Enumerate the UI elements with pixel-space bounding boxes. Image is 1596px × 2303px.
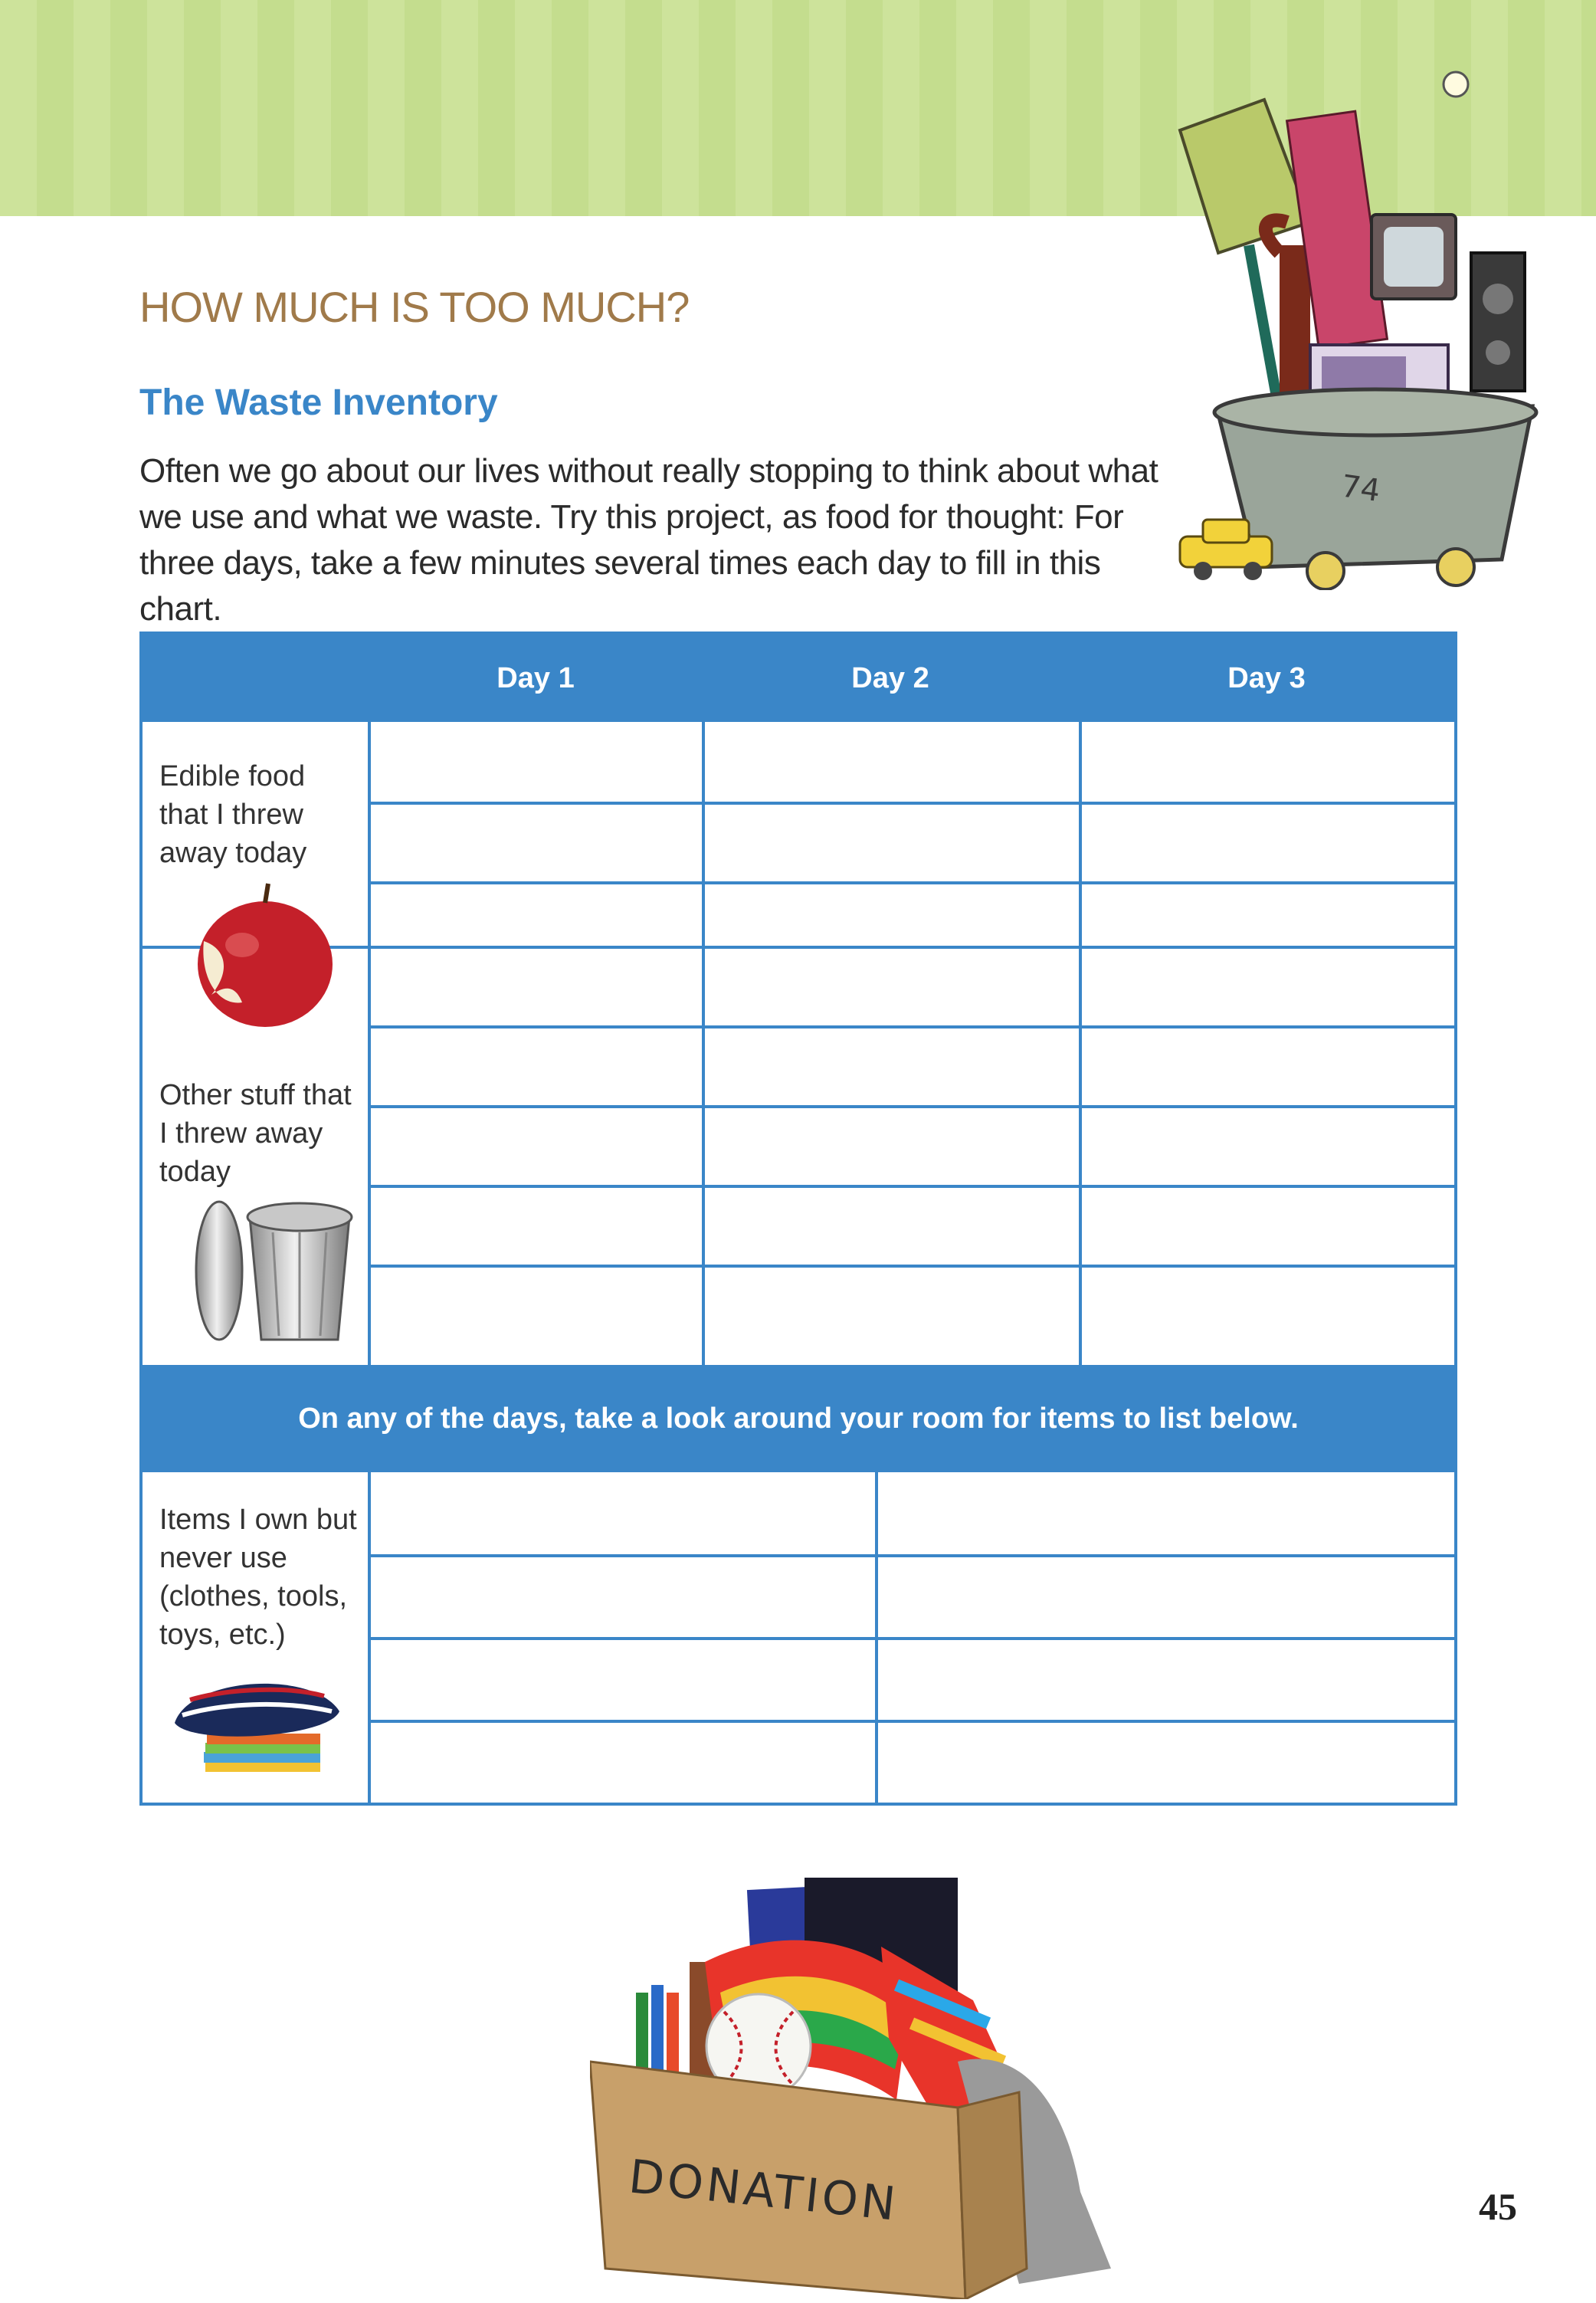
items-entry-cell[interactable] — [371, 1472, 875, 1554]
column-header-day-2: Day 2 — [851, 662, 929, 694]
grid-line — [368, 1105, 1454, 1108]
grid-line — [368, 1720, 1454, 1723]
grid-line — [368, 802, 1454, 805]
day-3-entry-cell[interactable] — [1082, 722, 1454, 802]
column-header-day-3: Day 3 — [1227, 662, 1306, 694]
svg-text:74: 74 — [1339, 468, 1383, 510]
trash-can-icon — [188, 1186, 365, 1355]
section-title: HOW MUCH IS TOO MUCH? — [139, 283, 690, 331]
apple-icon — [188, 880, 342, 1033]
items-entry-cell[interactable] — [878, 1472, 1454, 1554]
column-header-day-1: Day 1 — [496, 662, 575, 694]
junk-pile-illustration — [1165, 69, 1563, 590]
grid-line — [368, 1185, 1454, 1188]
intro-paragraph: Often we go about our lives without really stopping to think about what we use and what we waste. Try this project, as food for thought: For three days, take a few minutes several times each day to fill in this chart. — [139, 452, 1158, 628]
chart-header-row — [143, 635, 1454, 722]
grid-line — [702, 722, 705, 1365]
grid-line — [368, 722, 371, 1365]
day-1-entry-cell[interactable] — [371, 722, 702, 802]
row-label-other-stuff: Other stuff that I threw away today — [159, 1079, 352, 1188]
grid-line — [368, 1554, 1454, 1557]
row-label-items-owned: Items I own but never use (clothes, tools, toys, etc.) — [159, 1504, 357, 1651]
grid-line — [368, 1265, 1454, 1268]
grid-line — [368, 1637, 1454, 1640]
waste-inventory-chart — [139, 632, 1457, 1806]
subtitle: The Waste Inventory — [139, 382, 498, 423]
instruction-band: On any of the days, take a look around your room for items to list below. — [143, 1365, 1454, 1472]
day-2-entry-cell[interactable] — [705, 722, 1079, 802]
grid-line — [368, 881, 1454, 884]
grid-line — [368, 1025, 1454, 1028]
folded-clothes-icon — [159, 1669, 351, 1792]
row-label-edible-food: Edible food that I threw away today — [159, 760, 307, 869]
donation-box-illustration — [590, 1870, 1203, 2299]
donation-box-label: DONATION — [626, 2150, 901, 2232]
page-number: 45 — [1479, 2185, 1517, 2228]
grid-line — [1079, 722, 1082, 1365]
